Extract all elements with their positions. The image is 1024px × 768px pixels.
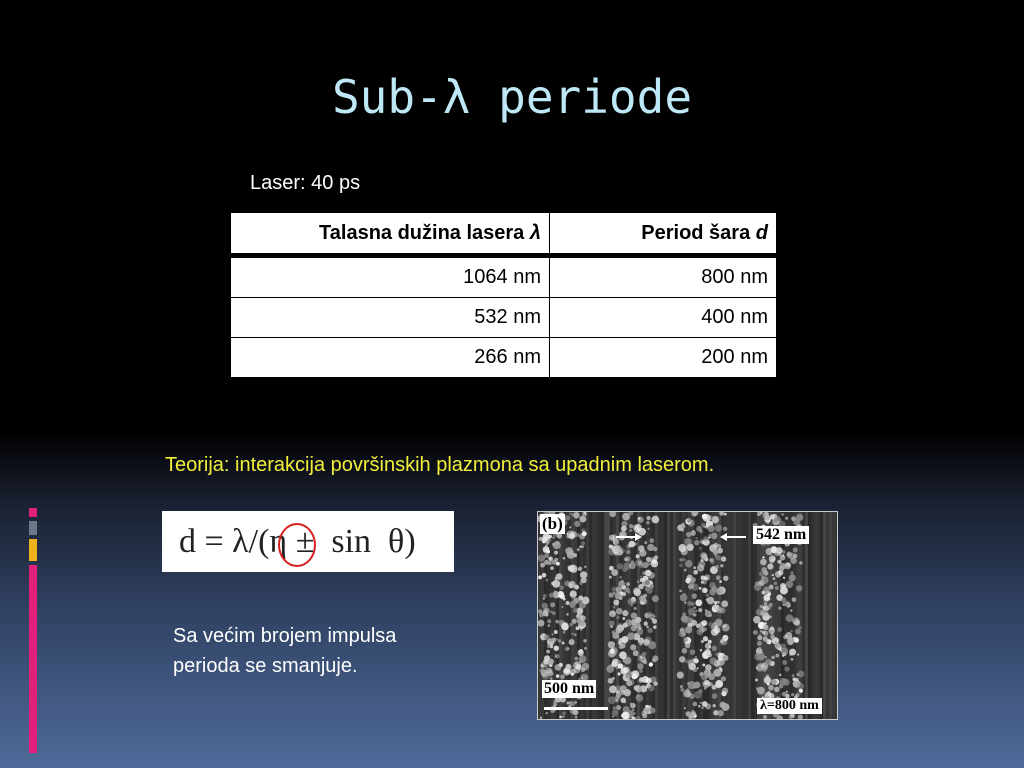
cell-wavelength: 1064 nm	[231, 256, 550, 298]
cell-wavelength: 266 nm	[231, 338, 550, 378]
slide-title: Sub-λ periode	[331, 70, 693, 124]
arrow-right-icon-head	[635, 533, 642, 541]
cell-period: 200 nm	[550, 338, 777, 378]
period-formula	[162, 511, 454, 572]
header-wavelength: Talasna dužina lasera λ	[231, 213, 550, 256]
d-symbol: d	[755, 221, 768, 244]
accent-bar	[29, 521, 37, 535]
note-line: perioda se smanjuje.	[173, 655, 358, 677]
accent-bar	[29, 539, 37, 561]
pulse-note	[173, 621, 463, 681]
table-row	[231, 298, 777, 338]
header-period: Period šara d	[550, 213, 777, 256]
table-row	[231, 338, 777, 378]
sem-micrograph	[537, 511, 838, 720]
theory-text: Teorija: interakcija površinskih plazmona sa upadnim laserom.	[165, 454, 715, 476]
note-line: Sa većim brojem impulsa	[173, 625, 397, 647]
arrow-left-icon-head	[720, 533, 727, 541]
period-table	[230, 212, 777, 378]
laser-label: Laser: 40 ps	[250, 172, 361, 194]
lambda-symbol: λ	[529, 221, 541, 244]
table-header-row	[231, 213, 777, 256]
cell-period: 400 nm	[550, 298, 777, 338]
panel-label: (b)	[542, 514, 563, 533]
period-label: 542 nm	[753, 526, 809, 544]
cell-period: 800 nm	[550, 256, 777, 298]
table-row	[231, 256, 777, 298]
cell-wavelength: 532 nm	[231, 298, 550, 338]
accent-bars	[29, 508, 37, 753]
highlight-circle	[278, 523, 316, 567]
arrow-icons	[538, 512, 837, 719]
formula-text: d = λ/(η ± sin θ)	[179, 523, 416, 560]
accent-bar	[29, 508, 37, 517]
scale-label: 500 nm	[544, 680, 595, 697]
accent-bar	[29, 565, 37, 753]
wavelength-label: λ=800 nm	[757, 698, 822, 714]
